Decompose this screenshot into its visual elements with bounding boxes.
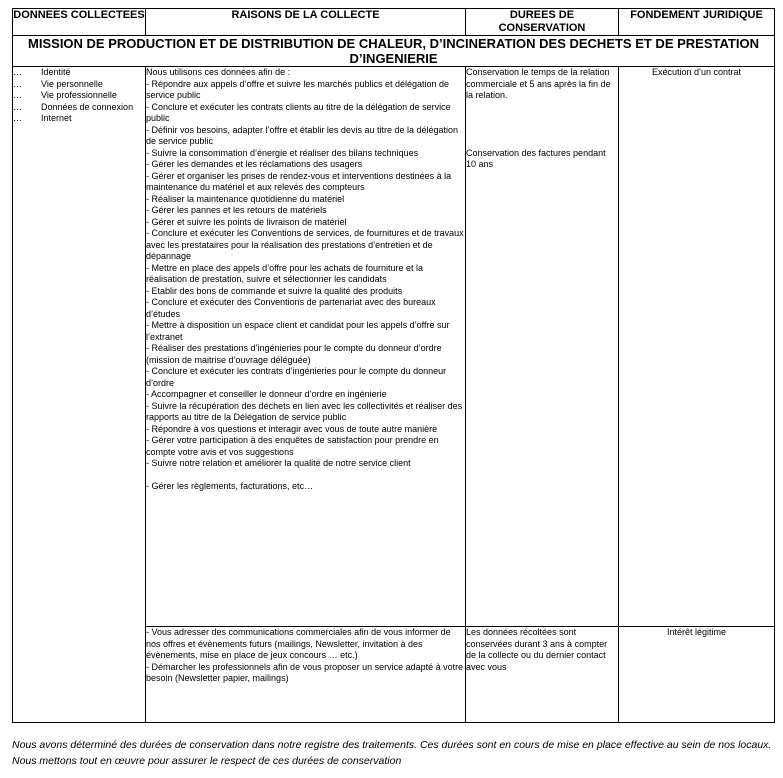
reason-item: - Suivre la récupération des déchets en lien avec les collectivités et réaliser des rapports au titre de la Délégation de service public [146, 400, 463, 422]
reason-item: - Gérer les règlements, facturations, etc… [146, 481, 314, 491]
reason-item: - Réaliser des prestations d’ingénieries pour le compte du donneur d’ordre (mission de maitrise d’ouvrage déléguée) [146, 343, 442, 365]
list-item [13, 67, 145, 79]
reason-item: - Accompagner et conseiller le donneur d’ordre en ingénierie [146, 389, 387, 399]
duration-invoices-text: Conservation des factures pendant 10 ans [466, 147, 606, 169]
spacer [146, 470, 465, 482]
reasons-list [146, 67, 465, 493]
reason-item: - Suivre notre relation et améliorer la qualité de notre service client [146, 458, 411, 468]
reason-item: - Gérer les demandes et les réclamations des usagers [146, 159, 363, 169]
list-item [13, 90, 145, 102]
legal-basis-cell: Exécution d’un contrat [619, 67, 775, 627]
header-fondement-juridique: FONDEMENT JURIDIQUE [619, 9, 775, 36]
data-types-list [13, 67, 145, 125]
reason-item: - Conclure et exécuter les Conventions de services, de fournitures et de travaux avec les prestataires pour la réalisation des prestations d’entretien et de dépannage [146, 228, 464, 261]
data-types-cell [13, 67, 146, 723]
reason-item: - Mettre à disposition un espace client et candidat pour les appels d’offre sur l’extranet [146, 320, 450, 342]
list-item [13, 113, 145, 125]
reasons-cell-marketing [146, 627, 466, 723]
data-type-label: Vie professionnelle [41, 90, 117, 100]
reason-item: - Conclure et exécuter des Conventions de partenariat avec des bureaux d’études [146, 297, 436, 319]
mission-title: MISSION DE PRODUCTION ET DE DISTRIBUTION DE CHALEUR, D’INCINERATION DES DECHETS ET DE PRESTATION D’INGENIERIE [13, 36, 775, 67]
reason-item: - Répondre à vos questions et interagir avec vous de toute autre manière [146, 423, 438, 434]
table-row [13, 67, 775, 627]
reason-item: - Etablir des bons de commande et suivre la qualité des produits [146, 285, 403, 296]
list-marker: … [13, 67, 22, 77]
reasons-list [146, 627, 465, 685]
duration-marketing-text: Les données récoltées sont conservées durant 3 ans à compter de la collecte ou du dernier contact avec vous [466, 627, 608, 672]
mission-row [13, 36, 775, 67]
reasons-intro: Nous utilisons ces données afin de : [146, 67, 291, 77]
durations-cell [466, 67, 619, 627]
data-retention-table [12, 8, 775, 723]
list-item [13, 102, 145, 114]
reason-item: - Gérer votre participation à des enquêtes de satisfaction pour prendre en compte votre avis et vos suggestions [146, 435, 439, 457]
list-marker: … [13, 78, 22, 89]
footnote: Nous avons déterminé des durées de conservation dans notre registre des traitements. Ces durées sont en cours de mise en place effective au sein de nos locaux. Nous mettons tout en œuvre pour assurer le respect de ces durées de conservation [12, 739, 772, 767]
list-marker: … [13, 101, 22, 112]
header-raisons-de-la-collecte: RAISONS DE LA COLLECTE [146, 9, 466, 36]
data-type-label: Données de connexion [41, 101, 134, 112]
durations-cell-marketing [466, 627, 619, 723]
reason-item: - Définir vos besoins, adapter l’offre et établir les devis au titre de la délégation de service public [146, 124, 459, 146]
reason-item: - Gérer et suivre les points de livraison de matériel [146, 216, 347, 227]
reason-item: - Vous adresser des communications commerciales afin de vous informer de nos offres et évènements futurs (mailings, Newsletter, invitation à des évènements, mise en place de jeux concours … etc.) [146, 627, 451, 660]
reason-item: - Gérer et organiser les prises de rendez-vous et interventions destinées à la maintenance du matériel et aux relevés des compteurs [146, 170, 452, 192]
reason-item: - Conclure et exécuter les contrats d’ingénieries pour le compte du donneur d’ordre [146, 366, 447, 388]
header-durees-de-conservation: DUREES DE CONSERVATION [466, 9, 619, 36]
header-donnees-collectees: DONNEES COLLECTEES [13, 9, 146, 36]
legal-basis-cell-marketing: Intérêt légitime [619, 627, 775, 723]
reason-item: - Réaliser la maintenance quotidienne du matériel [146, 193, 345, 204]
reason-item: - Suivre la consommation d’énergie et réaliser des bilans techniques [146, 147, 419, 158]
list-marker: … [13, 113, 22, 123]
data-type-label: Identité [41, 67, 71, 77]
data-type-label: Internet [41, 113, 72, 123]
reason-item: - Gérer les pannes et les retours de matériels [146, 205, 327, 215]
list-marker: … [13, 90, 22, 100]
list-item [13, 79, 145, 91]
duration-relation-text: Conservation le temps de la relation commerciale et 5 ans après la fin de la relation. [466, 67, 611, 100]
reason-item: - Répondre aux appels d’offre et suivre les marchés publics et délégation de service public [146, 78, 450, 100]
header-row [13, 9, 775, 36]
reasons-cell [146, 67, 466, 627]
reason-item: - Démarcher les professionnels afin de vous proposer un service adapté à votre besoin (Newsletter papier, mailings) [146, 661, 464, 683]
reason-item: - Conclure et exécuter les contrats clients au titre de la délégation de service public [146, 101, 451, 123]
data-type-label: Vie personnelle [41, 78, 103, 89]
reason-item: - Mettre en place des appels d’offre pour les achats de fourniture et la réalisation de prestation, suivre et sélectionner les candidats [146, 262, 423, 284]
